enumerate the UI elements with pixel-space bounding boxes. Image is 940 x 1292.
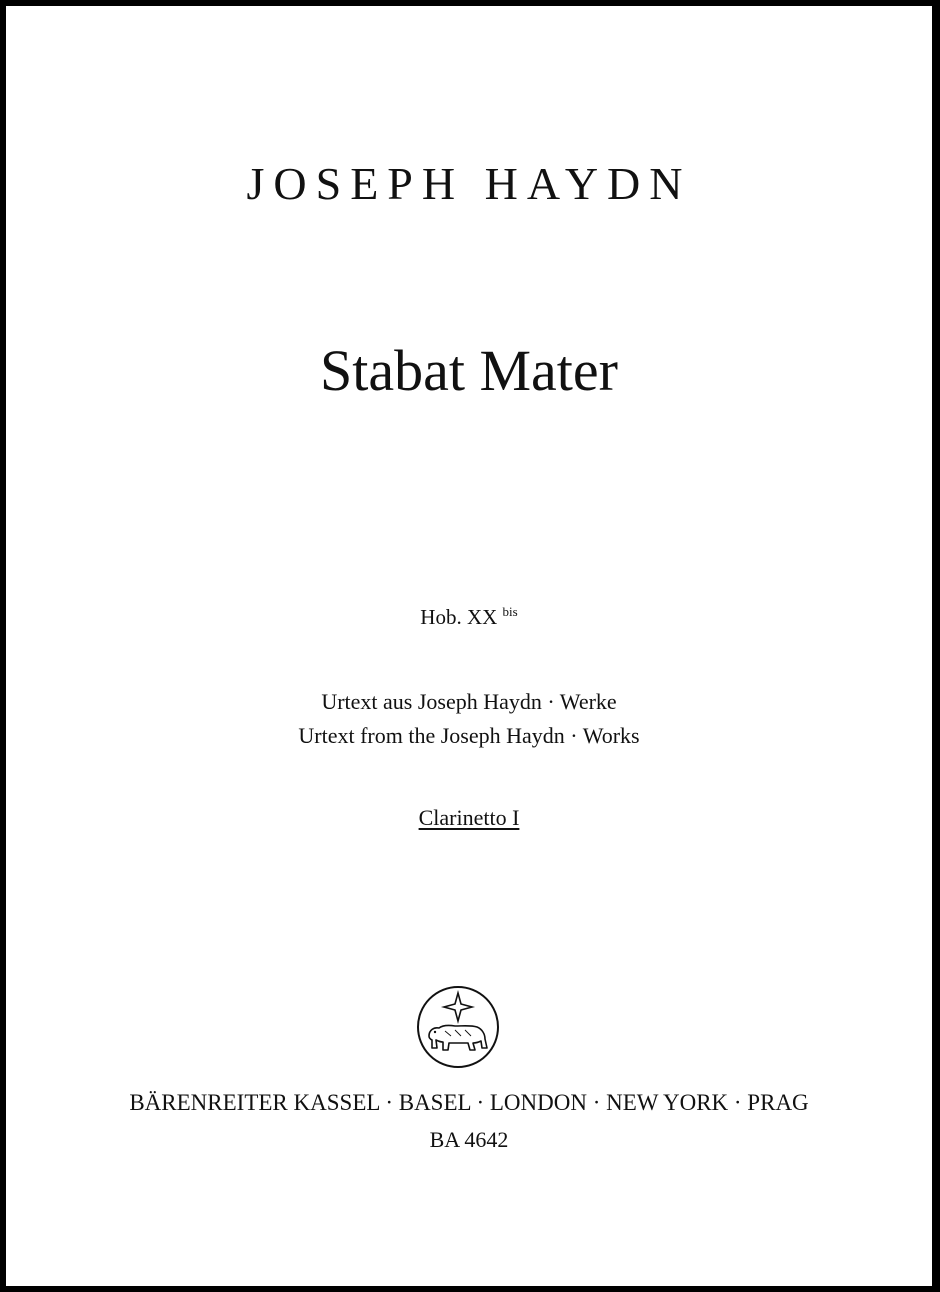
instrument-label: Clarinetto I	[418, 805, 520, 830]
composer-name: JOSEPH HAYDN	[246, 158, 692, 209]
urtext-note-english: Urtext from the Joseph Haydn · Works	[298, 723, 640, 748]
urtext-note-german: Urtext aus Joseph Haydn · Werke	[321, 689, 617, 714]
cover-page	[6, 6, 932, 1286]
instrument-part	[6, 804, 932, 832]
catalog-number: BA 4642	[429, 1127, 509, 1152]
catalog-label: Hob. XX	[420, 605, 498, 629]
baerenreiter-bear-star-logo-icon	[415, 984, 501, 1070]
publisher-line: BÄRENREITER KASSEL · BASEL · LONDON · NEW YORK · PRAG	[129, 1090, 809, 1115]
catalog-designation	[6, 598, 932, 631]
work-title: Stabat Mater	[320, 338, 618, 403]
catalog-suffix: bis	[502, 604, 518, 619]
